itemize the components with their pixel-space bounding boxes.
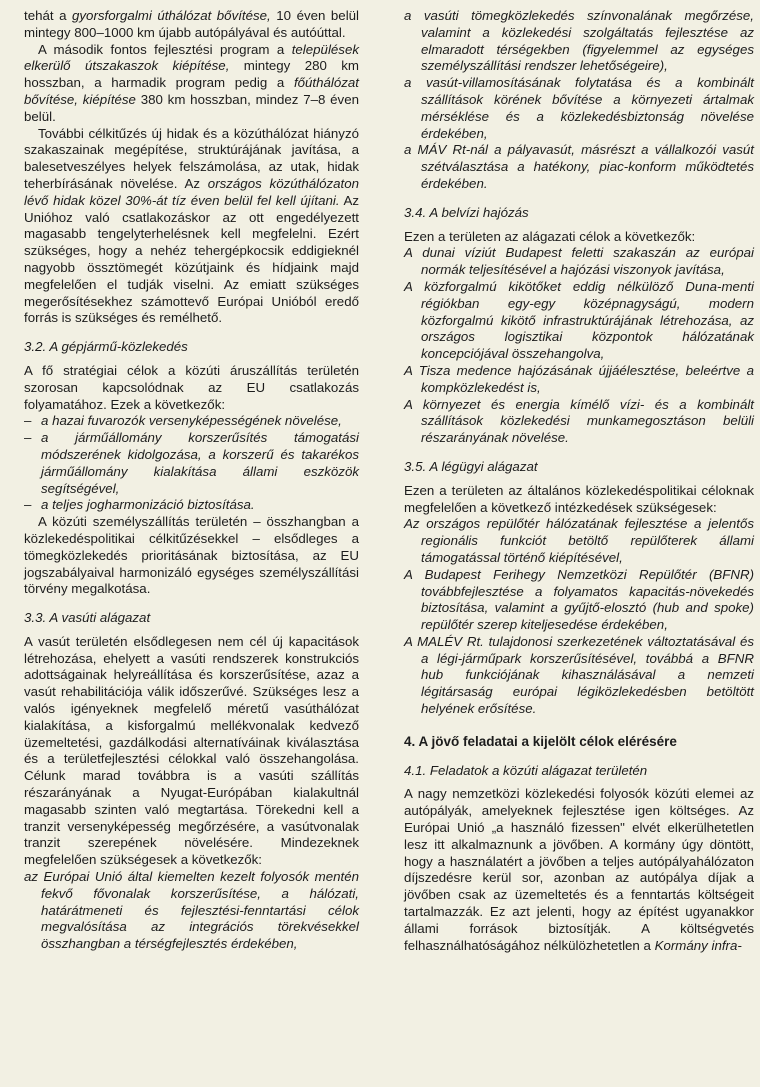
- heading-3-3: 3.3. A vasúti alágazat: [24, 610, 151, 626]
- heading-4: 4. A jövő feladatai a kijelölt célok elérésére: [404, 733, 677, 749]
- dash-item-2: – a járműállomány korszerűsítés támogatási módszerének kidolgozása, a korszerű és takarékos járműállomány kialakítása állami eszközök segítségével,: [24, 430, 359, 497]
- paragraph-freight: A fő stratégiai célok a közúti áruszállítás területén szorosan kapcsolódnak az EU csatlakozás folyamatához. Ezek a következők:: [24, 362, 359, 412]
- right-column: [404, 8, 754, 954]
- paragraph-highways: [24, 8, 359, 42]
- paragraph-passenger: A közúti személyszállítás területén – összhangban a közlekedéspolitikai célkitűzésekkel – elsődleges a tömegközlekedés prioritásának biztosítása, az EU jogszabályaival harmonizáló egységes személyszállítási törvény megalkotása.: [24, 514, 359, 597]
- heading-4-1: 4.1. Feladatok a közúti alágazat területén: [404, 762, 648, 778]
- waterway-item-3: A Tisza medence hajózásának újjáélesztése, beleértve a kompközlekedést is,: [404, 362, 754, 395]
- waterway-item-2: A közforgalmú kikötőket eddig nélkülöző Duna-menti régiókban egy-egy középnagyságú, modern közforgalmú kikötő infrastruktúrájának létrehozása, az országos logisztikai központok hálózatának koncepciójával összehangolva,: [404, 278, 754, 362]
- waterway-item-4: A környezet és energia kímélő vízi- és a kombinált szállítások közlekedési munkamegosztáson belüli részarányának növelése.: [404, 396, 754, 446]
- aviation-item-3: A MALÉV Rt. tulajdonosi szerkezetének változtatásával és a légi-járműpark korszerűsítésével, továbbá a BFNR hub funkciójának kihasználásával a nemzeti légitársaság európai légiközlekedésben betöltött helyének erősítése.: [404, 633, 754, 717]
- rail-item-3: a vasút-villamosításának folytatása és a kombinált szállítások körének bővítése a környezeti ártalmak mérséklése és a közlekedésbiztonság növelése érdekében,: [404, 75, 754, 141]
- left-column: [24, 8, 359, 953]
- rail-item-1: az Európai Unió által kiemelten kezelt folyosók mentén fekvő fővonalak korszerűsítése, a hálózati, határátmeneti és fejlesztési-fenntartási célok megvalósítása az integrációs törekvésekkel összhangban a térségfejlesztés érdekében,: [24, 869, 359, 952]
- dash-item-3: – a teljes jogharmonizáció biztosítása.: [24, 497, 359, 514]
- aviation-item-2: A Budapest Ferihegy Nemzetközi Repülőtér (BFNR) továbbfejlesztése a folyamatos kapacitás-növekedés biztosítása, valamint a gyűjtő-elosztó (hub and spoke) repülőtér szerep kiteljesedése érdekében,: [404, 566, 754, 633]
- emphasis: gyorsforgalmi úthálózat bővítése,: [72, 8, 271, 23]
- emphasis: Kormány infra-: [654, 937, 742, 953]
- emphasis: települések elkerülő útszakaszok kiépítése,: [24, 41, 359, 74]
- dash-item-1: – a hazai fuvarozók versenyképességének növelése,: [24, 413, 359, 430]
- paragraph-programs: [24, 42, 359, 126]
- text: További célkitűzés új hidak és a közúthálózat hiányzó szakaszainak megépítése, struktúrájának javítása, a balesetveszélyes helyek felszámolása, az utak, hidak teherbírásának növelése. Az: [24, 125, 359, 191]
- aviation-item-1: Az országos repülőtér hálózatának fejlesztése a jelentős regionális funkciót betöltő repülőterek állami támogatással történő kiépítésével,: [404, 516, 754, 565]
- emphasis: országos közúthálózaton lévő hidak közel 30%-át tíz éven belül fel kell újítani.: [24, 175, 359, 208]
- heading-3-2: 3.2. A gépjármű-közlekedés: [24, 339, 188, 355]
- text: tehát a: [24, 8, 72, 23]
- waterway-item-1: A dunai víziút Budapest feletti szakaszán az európai normák teljesítésével a hajózási viszonyok javítása,: [404, 245, 754, 278]
- text: 10 éven belül mintegy 800–1000 km újabb autópályával és autóúttal.: [24, 8, 360, 40]
- heading-3-5: 3.5. A légügyi alágazat: [404, 458, 538, 474]
- heading-3-4: 3.4. A belvízi hajózás: [404, 204, 529, 220]
- rail-item-4: a MÁV Rt-nál a pályavasút, másrészt a vállalkozói vasút szétválasztása a hatékony, piac-konform működtetés érdekében.: [404, 142, 754, 191]
- paragraph-bridges: [24, 126, 359, 328]
- text: A nagy nemzetközi közlekedési folyosók közúti elemei az autópályák, amelyeknek fejlesztése igen költséges. Az Európai Unió „a használó fizessen" elvét elkerülhetetlen lesz itt alkalmaznunk a jövőben. A kormány úgy döntött, hogy a használatért a jövőben a teljes autópályahálózaton díjszedésre kerül sor, azonban az autópálya díjak a jövőben csak az üzemeltetés és a fenntartás költségeit tartalmazzák. Ez azt jelenti, hogy az építést ugyanakkor állami források biztosítják. A költségvetés felhasználhatóságához nélkülözhetetlen a: [404, 786, 754, 953]
- text: Az Unióhoz való csatlakozáskor az ott engedélyezett magasabb tengelyterhelésnek kell megfelelni. Ezért szükséges, hogy a nehéz tehergépkocsik eddigieknél nagyobb össztömegét közútjaink és hídjaink majd megfelelően el tudják viselni. Az emiatt szükséges megerősítésekhez számottevő Európai Unióból eredő forrás is szükséges és remélhető.: [24, 192, 359, 326]
- paragraph-aviation: Ezen a területen az általános közlekedéspolitikai céloknak megfelelően a következő intézkedések szükségesek:: [404, 482, 754, 515]
- text: 380 km hosszban, mindez 7–8 éven belül.: [24, 91, 359, 124]
- text: A második fontos fejlesztési program a: [38, 41, 292, 57]
- paragraph-rail: A vasút területén elsődlegesen nem cél új kapacitások létrehozása, ehelyett a vasúti rendszerek konstrukciós adottságainak helyreállítása és korszerűsítése, azaz a vasút rehabilitációja válik időszerűvé. Szükséges lesz a valós igényeknek megfelelő méretű vasúthálózat kialakítása, a kisforgalmú mellékvonalak kedvező üzemeltetési, gazdálkodási alternatíváinak kiválasztása és a területfejlesztési célokkal való összehangolása. Célunk marad továbbra is a vasúti szállítás részarányának a Nyugat-Európában kialakultnál magasabb szinten való megtartása. Törekedni kell a tranzit versenyképesség megőrzésére, a vasútvonalak tranzit szerepének növelésére. Mindezeknek megfelelően szükségesek a következők:: [24, 633, 359, 868]
- paragraph-waterway: Ezen a területen az alágazati célok a következők:: [404, 228, 696, 244]
- paragraph-tolls: [404, 786, 754, 954]
- emphasis: főúthálózat bővítése, kiépítése: [24, 75, 359, 107]
- text: mintegy 280 km hosszban, a harmadik program pedig a: [24, 58, 359, 91]
- rail-item-2: a vasúti tömegközlekedés színvonalának megőrzése, valamint a közlekedési szolgáltatás fejlesztése az elmaradott térségekben (figyelemmel az egységes személyszállítási rendszer lehetőségeire),: [404, 8, 754, 74]
